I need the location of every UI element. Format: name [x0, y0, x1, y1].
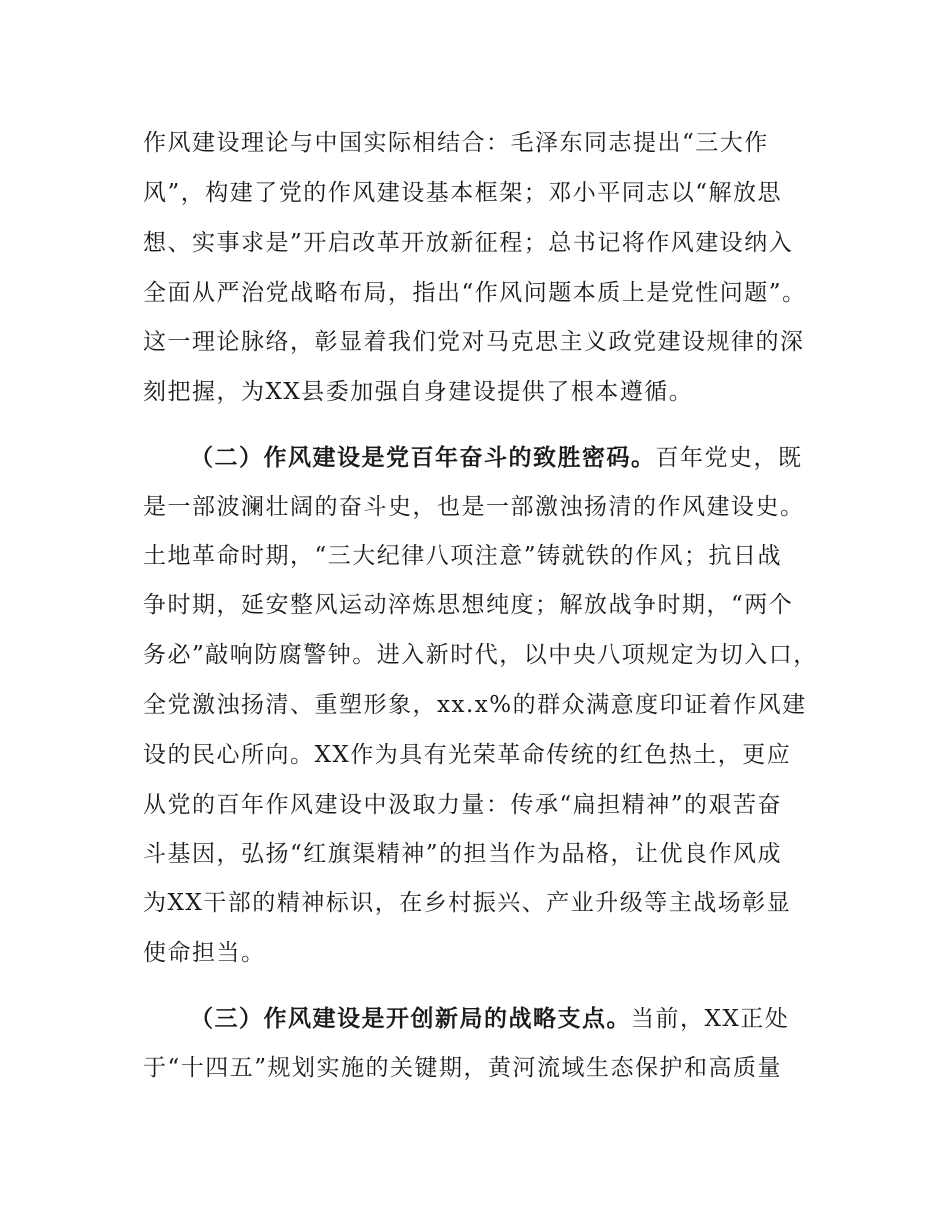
text-line: 风”，构建了党的作风建设基本框架；邓小平同志以“解放思	[143, 180, 783, 206]
text-line: 使命担当。	[143, 940, 266, 966]
text-line	[190, 1004, 789, 1034]
text-line: 全面从严治党战略布局，指出“作风问题本质上是党性问题”。	[143, 280, 807, 306]
text-line: 从党的百年作风建设中汲取力量：传承“扁担精神”的艰苦奋	[143, 792, 783, 818]
text-line: 务必”敲响防腐警钟。进入新时代，以中央八项规定为切入口，	[143, 642, 818, 668]
text-line: 想、实事求是”开启改革开放新征程；总书记将作风建设纳入	[143, 230, 794, 256]
text-line: 这一理论脉络，彰显着我们党对马克思主义政党建设规律的深	[143, 329, 805, 355]
text-line	[190, 443, 803, 473]
text-line: 设的民心所向。XX作为具有光荣革命传统的红色热土，更应	[143, 742, 792, 768]
text-line: 是一部波澜壮阔的奋斗史，也是一部激浊扬清的作风建设史。	[143, 494, 805, 520]
text-run: 当前，XX正处	[631, 1006, 790, 1032]
text-line: 于“十四五”规划实施的关键期，黄河流域生态保护和高质量	[143, 1055, 783, 1081]
text-line: 为XX干部的精神标识，在乡村振兴、产业升级等主战场彰显	[143, 890, 792, 916]
section-heading-3: （三）作风建设是开创新局的战略支点。	[190, 1006, 631, 1032]
section-heading-2: （二）作风建设是党百年奋斗的致胜密码。	[190, 445, 656, 471]
text-line: 土地革命时期，“三大纪律八项注意”铸就铁的作风；抗日战	[143, 543, 783, 569]
text-line: 斗基因，弘扬“红旗渠精神”的担当作为品格，让优良作风成	[143, 841, 783, 867]
text-line: 作风建设理论与中国实际相结合：毛泽东同志提出“三大作	[143, 130, 769, 156]
text-line: 全党激浊扬清、重塑形象，xx.x%的群众满意度印证着作风建	[143, 692, 807, 718]
text-run: 百年党史，既	[655, 445, 803, 471]
text-line: 争时期，延安整风运动淬炼思想纯度；解放战争时期，“两个	[143, 592, 794, 618]
text-line: 刻把握，为XX县委加强自身建设提供了根本遵循。	[143, 379, 694, 405]
